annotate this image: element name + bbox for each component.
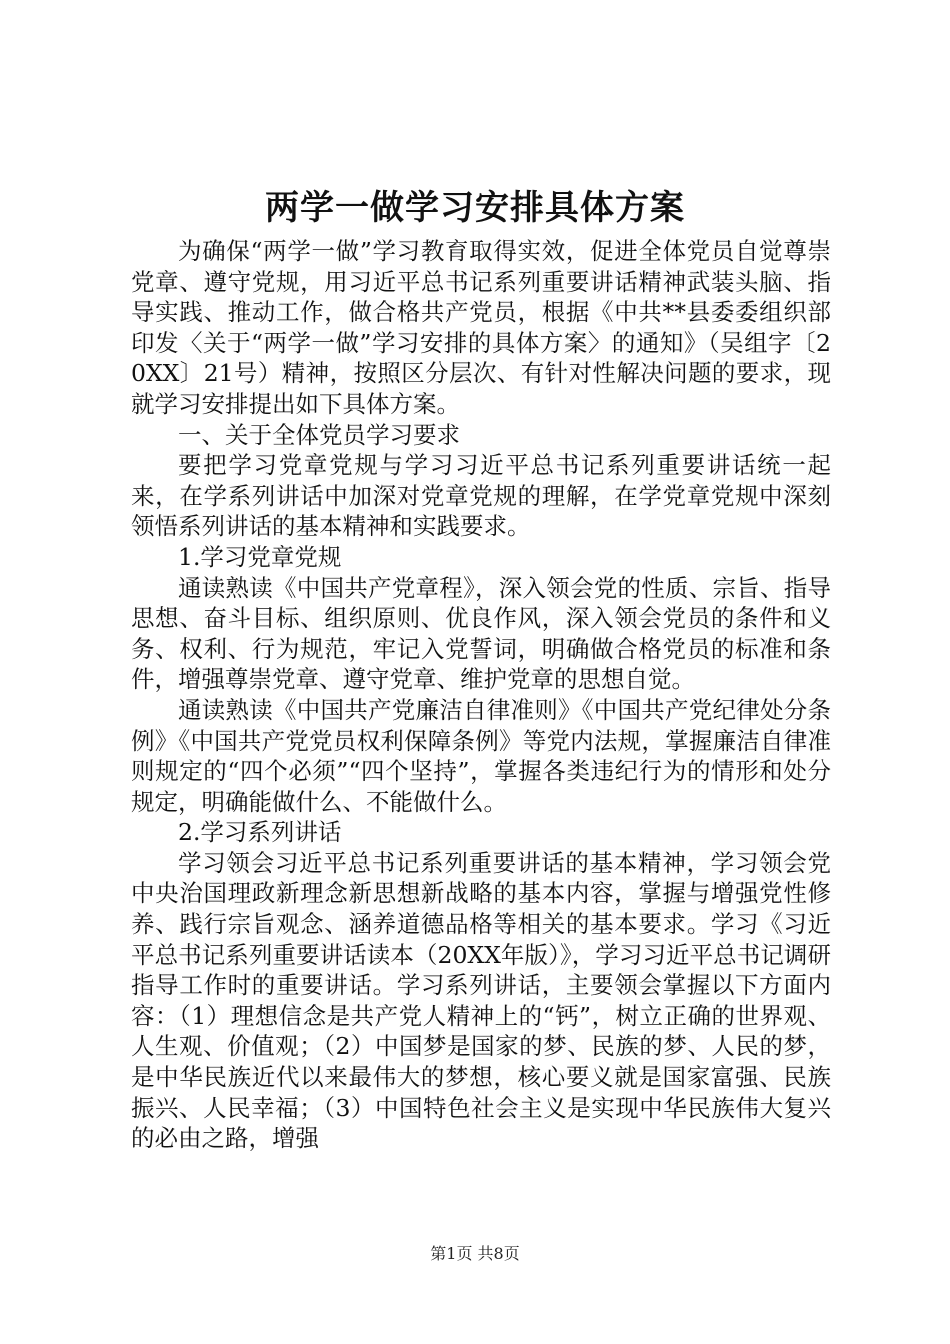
paragraph: 学习领会习近平总书记系列重要讲话的基本精神，学习领会党中央治国理政新理念新思想新战略的基本内容，掌握与增强党性修养、践行宗旨观念、涵养道德品格等相关的基本要求。学习《习近平总书记系列重要讲话读本（20XX年版）》，学习习近平总书记调研指导工作时的重要讲话。学习系列讲话，主要领会掌握以下方面内容：（1）理想信念是共产党人精神上的“钙”，树立正确的世界观、人生观、价值观；（2）中国梦是国家的梦、民族的梦、人民的梦，是中华民族近代以来最伟大的梦想，核心要义就是国家富强、民族振兴、人民幸福；（3）中国特色社会主义是实现中华民族伟大复兴的必由之路，增强 — [131, 848, 831, 1153]
subsection-heading-1: 1.学习党章党规 — [178, 542, 342, 571]
paragraph: 通读熟读《中国共产党廉洁自律准则》《中国共产党纪律处分条例》《中国共产党党员权利保障条例》等党内法规，掌握廉洁自律准则规定的“四个必须”“四个坚持”，掌握各类违纪行为的情形和处分规定，明确能做什么、不能做什么。 — [131, 695, 831, 816]
paragraph-intro: 为确保“两学一做”学习教育取得实效，促进全体党员自觉尊崇党章、遵守党规，用习近平总书记系列重要讲话精神武装头脑、指导实践、推动工作，做合格共产党员，根据《中共**县委委组织部印发〈关于“两学一做”学习安排的具体方案〉的通知》（吴组字〔20XX〕21号）精神，按照区分层次、有针对性解决问题的要求，现就学习安排提出如下具体方案。 — [131, 237, 831, 418]
subsection-heading-2: 2.学习系列讲话 — [178, 818, 342, 847]
page-footer: 第1页 共8页 — [430, 1244, 520, 1263]
section-heading-1: 一、关于全体党员学习要求 — [178, 420, 460, 449]
document-title: 两学一做学习安排具体方案 — [265, 188, 685, 228]
paragraph: 要把学习党章党规与学习习近平总书记系列重要讲话统一起来，在学系列讲话中加深对党章党规的理解，在学党章党规中深刻领悟系列讲话的基本精神和实践要求。 — [131, 451, 831, 541]
paragraph: 通读熟读《中国共产党章程》，深入领会党的性质、宗旨、指导思想、奋斗目标、组织原则、优良作风，深入领会党员的条件和义务、权利、行为规范，牢记入党誓词，明确做合格党员的标准和条件，增强尊崇党章、遵守党章、维护党章的思想自觉。 — [131, 573, 831, 694]
document-body — [131, 236, 831, 1154]
